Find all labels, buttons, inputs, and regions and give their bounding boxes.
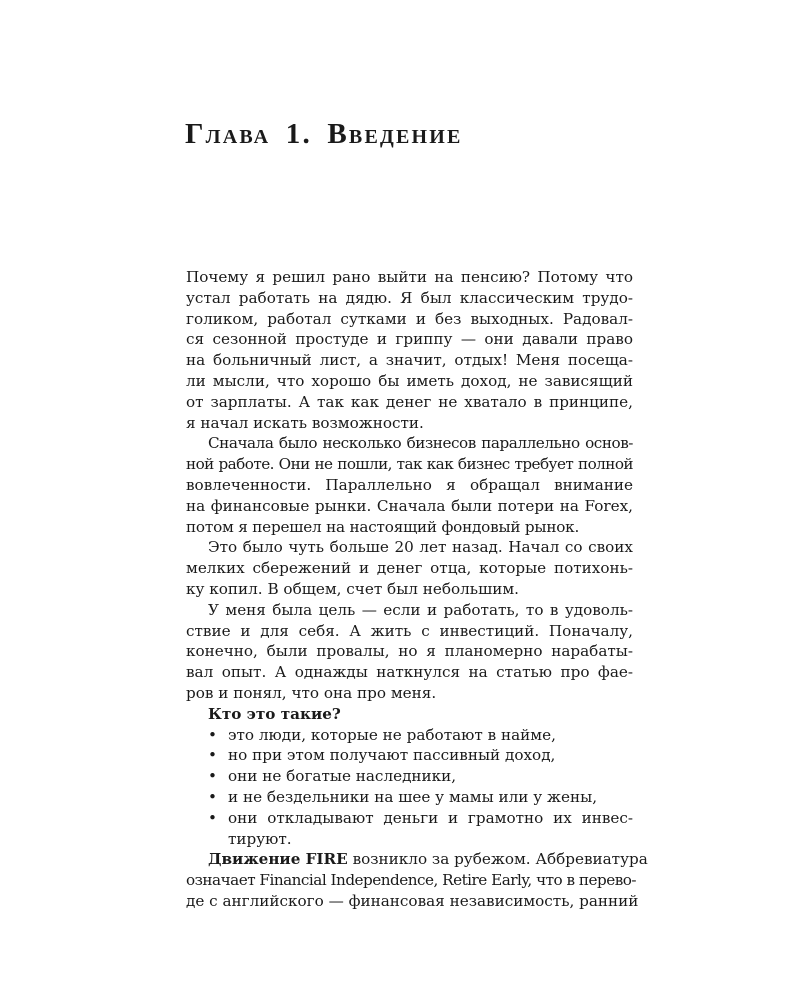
list-item [186, 766, 633, 787]
paragraph-5-line: де с английского — финансовая независимость, ранний [186, 891, 639, 910]
paragraph-1-line: устал работать на дядю. Я был классическим трудо- [186, 288, 633, 307]
paragraph-2-line: потом я перешел на настоящий фондовый рынок. [186, 517, 580, 536]
paragraph-1-line: ли мысли, что хорошо бы иметь доход, не зависящий [186, 371, 633, 390]
paragraph-3-line: ку копил. В общем, счет был небольшим. [186, 579, 519, 598]
chapter-title: Глава 1. Введение [185, 118, 463, 150]
bullet-icon: • [208, 725, 217, 744]
list-item-continuation: тируют. [228, 829, 292, 848]
paragraph-1-line: голиком, работал сутками и без выходных. Радовал- [186, 309, 633, 328]
paragraph-5 [186, 849, 648, 911]
list-item [186, 725, 633, 746]
paragraph-5-text: возникло за рубежом. Аббревиатура [347, 850, 648, 869]
list-item-text: это люди, которые не работают в найме, [228, 725, 556, 744]
bullet-icon: • [208, 787, 217, 806]
bullet-icon: • [208, 746, 217, 765]
paragraph-2-line: вовлеченности. Параллельно я обращал внимание [186, 475, 633, 494]
paragraph-1 [186, 267, 633, 433]
paragraph-1-line: от зарплаты. А так как денег не хватало в принципе, [186, 392, 633, 411]
paragraph-4-line: вал опыт. А однажды наткнулся на статью про фае- [186, 663, 633, 682]
list-item [186, 745, 633, 766]
paragraph-1-line: Почему я решил рано выйти на пенсию? Потому что [186, 268, 633, 286]
paragraph-3-line: Это было чуть больше 20 лет назад. Начал со своих [208, 538, 633, 557]
paragraph-4-line: У меня была цель — если и работать, то в удоволь- [208, 600, 633, 619]
paragraph-1-line: я начал искать возможности. [186, 413, 424, 432]
paragraph-2-line: на финансовые рынки. Сначала были потери на Forex, [186, 496, 633, 515]
section-heading [186, 704, 633, 725]
fire-term: Движение FIRE [208, 850, 348, 869]
bullet-list [186, 725, 633, 850]
list-item [186, 787, 633, 808]
list-item-text: но при этом получают пассивный доход, [228, 746, 556, 765]
paragraph-4-line: ров и понял, что она про меня. [186, 683, 437, 702]
bullet-icon: • [208, 808, 217, 827]
paragraph-4-line: конечно, были провалы, но я планомерно нарабаты- [186, 642, 633, 661]
list-item-text: они откладывают деньги и грамотно их инвес- [228, 808, 633, 827]
list-item [186, 808, 633, 829]
paragraph-2-line: ной работе. Они не пошли, так как бизнес требует полной [186, 455, 633, 474]
section-heading-text: Кто это такие? [208, 704, 341, 723]
paragraph-3 [186, 537, 633, 599]
paragraph-4-line: ствие и для себя. А жить с инвестиций. Поначалу, [186, 621, 633, 640]
list-item-text: и не бездельники на шее у мамы или у жены, [228, 787, 598, 806]
paragraph-3-line: мелких сбережений и денег отца, которые потихонь- [186, 559, 633, 578]
paragraph-1-line: ся сезонной простуде и гриппу — они давали право [186, 330, 633, 349]
body-text [186, 267, 648, 912]
paragraph-1-line: на больничный лист, а значит, отдых! Меня посеща- [186, 351, 633, 370]
list-item-text: они не богатые наследники, [228, 767, 457, 786]
paragraph-2-line: Сначала было несколько бизнесов параллельно основ- [208, 434, 633, 453]
paragraph-5-line [186, 849, 648, 870]
paragraph-5-line: означает Financial Independence, Retire Early, что в перево- [186, 871, 637, 890]
bullet-icon: • [208, 767, 217, 786]
paragraph-4 [186, 600, 633, 704]
paragraph-2 [186, 433, 633, 537]
